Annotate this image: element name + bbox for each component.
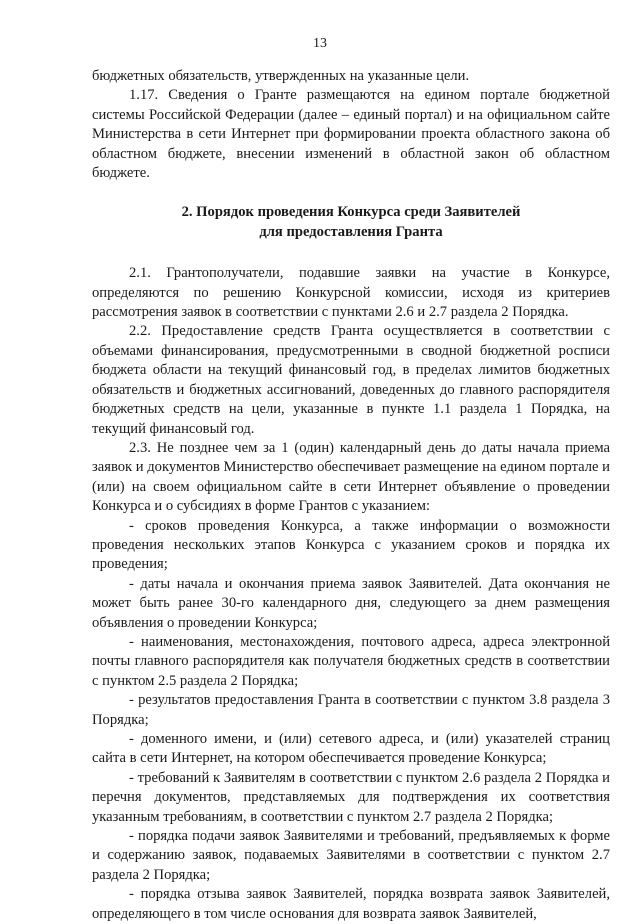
paragraphs-after bbox=[92, 264, 610, 924]
paragraph: - даты начала и окончания приема заявок Заявителей. Дата окончания не может быть ранее 30-го календарного дня, следующего за днем размещения объявления о проведении Конкурса; bbox=[92, 575, 610, 631]
paragraph: - сроков проведения Конкурса, а также информации о возможности проведения нескольких этапов Конкурса с указанием сроков и порядка их проведения; bbox=[92, 517, 610, 573]
paragraph: - порядка отзыва заявок Заявителей, порядка возврата заявок Заявителей, определяющего в том числе основания для возврата заявок Заявителей, bbox=[92, 886, 610, 922]
paragraph: - результатов предоставления Гранта в соответствии с пунктом 3.8 раздела 3 Порядка; bbox=[92, 692, 610, 728]
paragraph: - порядка подачи заявок Заявителями и требований, предъявляемых к форме и содержанию заявок, подаваемых Заявителями в соответствии с пунктом 2.7 раздела 2 Порядка; bbox=[92, 828, 610, 883]
paragraph: 2.1. Грантополучатели, подавшие заявки на участие в Конкурсе, определяются по решению Конкурсной комиссии, исходя из критериев рассмотрения заявок в соответствии с пунктами 2.6 и 2.7 раздела 2 Порядка. bbox=[92, 265, 610, 321]
paragraph: - требований к Заявителям в соответствии с пунктом 2.6 раздела 2 Порядка и перечня документов, представляемых для подтверждения их соответствия указанным требованиям, в соответствии с пунктом 2.7 раздела 2 Порядка; bbox=[92, 769, 610, 825]
paragraph: 2.2. Предоставление средств Гранта осуществляется в соответствии с объемами финансирования, предусмотренными в сводной бюджетной росписи бюджета области на текущий финансовый год, в пределах лимитов бюджетных обязательств и бюджетных ассигнований, доведенных до главного распорядителя бюджетных средств на цели, указанные в пункте 1.1 раздела 1 Порядка, на текущий финансовый год. bbox=[92, 323, 610, 437]
section-title bbox=[92, 203, 610, 242]
paragraph: - наименования, местонахождения, почтового адреса, адреса электронной почты главного распорядителя как получателя бюджетных средств в соответствии с пунктом 2.5 раздела 2 Порядка; bbox=[92, 633, 610, 689]
page-number: 13 bbox=[313, 36, 327, 51]
section-title-line-2: для предоставления Гранта bbox=[259, 223, 443, 240]
document-body bbox=[92, 67, 610, 924]
paragraph: бюджетных обязательств, утвержденных на указанные цели. bbox=[92, 68, 470, 84]
paragraphs-before bbox=[92, 67, 610, 183]
paragraph: 1.17. Сведения о Гранте размещаются на едином портале бюджетной системы Российской Федерации (далее – единый портал) и на официальном сайте Министерства в сети Интернет при формировании проекта областного закона об областном бюджете, внесении изменений в областной закон об областном бюджете. bbox=[92, 87, 610, 182]
paragraph: 2.3. Не позднее чем за 1 (один) календарный день до даты начала приема заявок и документов Министерство обеспечивает размещение на едином портале и (или) на своем официальном сайте в сети Интернет объявление о проведении Конкурса и о субсидиях в форме Грантов с указанием: bbox=[92, 439, 610, 515]
paragraph: - доменного имени, и (или) сетевого адреса, и (или) указателей страниц сайта в сети Интернет, на котором обеспечивается проведение Конкурса; bbox=[92, 731, 610, 767]
section-title-line-1: 2. Порядок проведения Конкурса среди Заявителей bbox=[181, 204, 521, 221]
